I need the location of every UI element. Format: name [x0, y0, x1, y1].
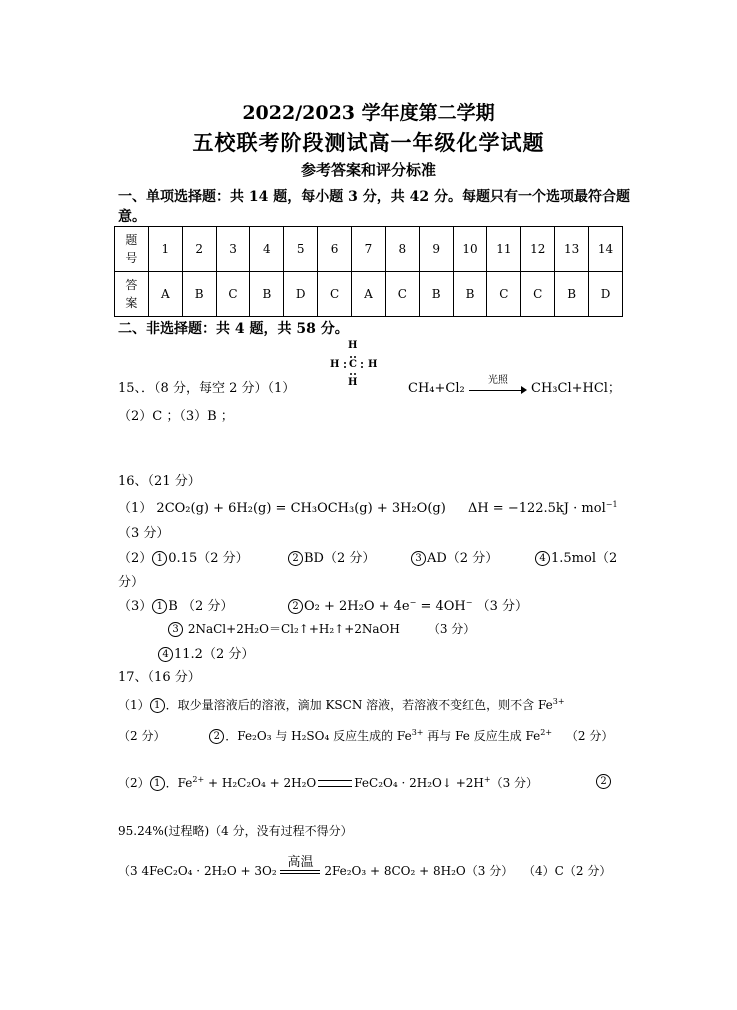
eq-part: ．Fe [165, 776, 193, 790]
answer: BD（2 分） [304, 551, 376, 566]
num-cell: 6 [318, 227, 352, 272]
answer-cell: C [318, 272, 352, 317]
row-label-numbers [115, 227, 149, 272]
q17-line1 [118, 696, 565, 713]
electrode-eq-product: = 4OH [420, 599, 466, 614]
num-cell: 13 [555, 227, 589, 272]
electron-dot [350, 356, 352, 358]
answer-cell: C [487, 272, 521, 317]
electrode-eq: O₂ + 2H₂O + 4e [304, 599, 410, 614]
answer-text: ．取少量溶液后的溶液，滴加 KSCN 溶液，若溶液不变红色，则不含 Fe [165, 698, 553, 712]
eq-part: （3 4FeC₂O₄ · 2H₂O + 3O₂ [118, 864, 277, 878]
reaction-condition: 高温 [287, 854, 314, 870]
electrolysis-eq: 2NaCl+2H₂O＝Cl₂↑+H₂↑+2NaOH [187, 622, 400, 636]
num-cell: 5 [284, 227, 318, 272]
electron-dot [361, 366, 363, 368]
answer-cell: B [419, 272, 453, 317]
num-cell: 11 [487, 227, 521, 272]
answer-cell: B [182, 272, 216, 317]
score: （2 分） [118, 729, 166, 743]
part2-heading: 二、非选择题：共 4 题，共 58 分。 [118, 321, 349, 337]
q15-label: 15、．（8 分，每空 2 分）（1） [118, 381, 296, 396]
label-char: 号 [125, 251, 138, 265]
q16-part3-d [158, 643, 254, 662]
circled-number-icon: 4 [158, 647, 173, 662]
answer-cell: D [284, 272, 318, 317]
answer: 1.5mol（2 [551, 551, 618, 566]
num-cell: 12 [521, 227, 555, 272]
charge-sup: 2+ [540, 728, 553, 737]
enthalpy [468, 501, 618, 516]
answer-cell: C [385, 272, 419, 317]
num-cell: 1 [148, 227, 182, 272]
eq-part: + H₂C₂O₄ + 2H₂O [204, 776, 317, 790]
eq-part: FeC₂O₄ · 2H₂O↓ +2H [354, 776, 484, 790]
enthalpy-unit-exp: −1 [605, 500, 618, 509]
q17-line2 [118, 727, 613, 744]
q16-part2-tail: 分） [118, 575, 145, 590]
q16-part3 [118, 595, 233, 614]
electron-dot [354, 356, 356, 358]
part-prefix: （1） [118, 698, 150, 712]
answer: 11.2（2 分） [174, 647, 255, 662]
lewis-c: C [349, 359, 357, 370]
part-prefix: （2） [118, 551, 153, 566]
answer-table [114, 226, 623, 317]
lewis-h-top: H [348, 340, 358, 351]
num-cell: 3 [216, 227, 250, 272]
answer-cell: C [216, 272, 250, 317]
methane-lewis-structure [328, 338, 388, 388]
header-subtitle: 参考答案和评分标准 [300, 161, 436, 179]
electron-dot [344, 362, 346, 364]
q16-part3-c [168, 620, 475, 637]
q16-label: 16、（21 分） [118, 474, 201, 489]
circled-number-icon: 2 [596, 774, 611, 789]
q16-score1: （3 分） [118, 526, 170, 541]
circled-number-icon: 1 [150, 776, 165, 791]
answer: 0.15（2 分） [168, 551, 249, 566]
enthalpy-value: ΔH = −122.5kJ · mol [467, 501, 606, 516]
label-char: 案 [125, 296, 138, 310]
table-row-answers [115, 272, 623, 317]
num-cell: 9 [419, 227, 453, 272]
q17-line3-circ2 [596, 774, 612, 789]
electron-dot [344, 366, 346, 368]
q16-part2 [118, 547, 249, 566]
circled-number-icon: 4 [535, 551, 550, 566]
part-prefix: （1） [118, 501, 153, 516]
answer-text: 再与 Fe 反应生成 Fe [423, 729, 541, 743]
answer-cell: B [250, 272, 284, 317]
answer: AD（2 分） [427, 551, 499, 566]
row-label-answers [115, 272, 149, 317]
answer-cell: C [521, 272, 555, 317]
score: （3 分） [427, 622, 476, 636]
circled-number-icon: 1 [150, 698, 165, 713]
q17-label: 17、（16 分） [118, 670, 201, 685]
part1-heading-cont: 意。 [118, 209, 146, 225]
part-prefix: （3） [118, 599, 153, 614]
charge-sup: 2+ [192, 775, 205, 784]
answer-cell: B [453, 272, 487, 317]
header-title: 五校联考阶段测试高一年级化学试题 [192, 130, 545, 155]
answer: B （2 分） [168, 599, 234, 614]
electron-dot [361, 362, 363, 364]
q16-part3-b: 2 O₂ + 2H₂O + 4e− = 4OH− （3 分） [288, 595, 528, 614]
electron-dot [350, 373, 352, 375]
circled-number-icon: 2 [209, 729, 224, 744]
answer: （4）C（2 分） [523, 864, 612, 878]
num-cell: 10 [453, 227, 487, 272]
score: （3 分） [476, 599, 529, 614]
reaction-arrow-icon [469, 374, 527, 394]
circled-number-icon: 3 [168, 622, 183, 637]
circled-number-icon: 2 [288, 599, 303, 614]
table-row-numbers [115, 227, 623, 272]
lewis-h-left: H [330, 359, 340, 370]
circled-number-icon: 1 [152, 599, 167, 614]
q15-equation [408, 374, 621, 396]
score: （2 分） [565, 729, 614, 743]
num-cell: 4 [250, 227, 284, 272]
circled-number-icon: 1 [152, 551, 167, 566]
q17-line4: 95.24%(过程略)（4 分，没有过程不得分） [118, 824, 353, 838]
num-cell: 2 [182, 227, 216, 272]
label-char: 答 [125, 278, 138, 292]
score: （3 分） [490, 776, 539, 790]
q15-condition: 光照 [487, 374, 508, 386]
q17-line5 [118, 854, 612, 879]
answer-text: ．Fe₂O₃ 与 H₂SO₄ 反应生成的 Fe [225, 729, 412, 743]
header-year: 2022/2023 学年度第二学期 [242, 102, 495, 124]
charge-sup: 3+ [411, 728, 424, 737]
charge-sup: 3+ [552, 697, 565, 706]
electron-dot [354, 373, 356, 375]
q16-part2-d [535, 547, 617, 566]
q16-part2-b [288, 547, 375, 566]
q15-reactants: CH₄+Cl₂ [408, 381, 465, 396]
q15-products: CH₃Cl+HCl； [531, 381, 621, 396]
answer-cell: A [352, 272, 386, 317]
circled-number-icon: 3 [411, 551, 426, 566]
lewis-h-right: H [368, 359, 378, 370]
circled-number-icon: 2 [288, 551, 303, 566]
charge-sup: + [483, 775, 491, 784]
part-prefix: （2） [118, 776, 150, 790]
answer-cell: A [148, 272, 182, 317]
answer-cell: B [555, 272, 589, 317]
q15-line2: （2）C ；（3）B ； [118, 409, 234, 424]
q16-part1 [118, 497, 618, 516]
eq-part: 2Fe₂O₃ + 8CO₂ + 8H₂O（3 分） [324, 864, 514, 878]
num-cell: 14 [589, 227, 623, 272]
answer-cell: D [589, 272, 623, 317]
high-temp-equals-icon [280, 854, 320, 877]
num-cell: 7 [352, 227, 386, 272]
thermo-equation: 2CO₂(g) + 6H₂(g) = CH₃OCH₃(g) + 3H₂O(g) [156, 501, 446, 516]
q16-part2-c [411, 547, 498, 566]
lewis-h-bottom: H [348, 377, 358, 388]
num-cell: 8 [385, 227, 419, 272]
equals-sign-icon [318, 780, 352, 787]
q17-line3 [118, 774, 538, 791]
part1-heading: 一、单项选择题：共 14 题，每小题 3 分，共 42 分。每题只有一个选项最符合题 [118, 189, 630, 205]
label-char: 题 [125, 233, 138, 247]
